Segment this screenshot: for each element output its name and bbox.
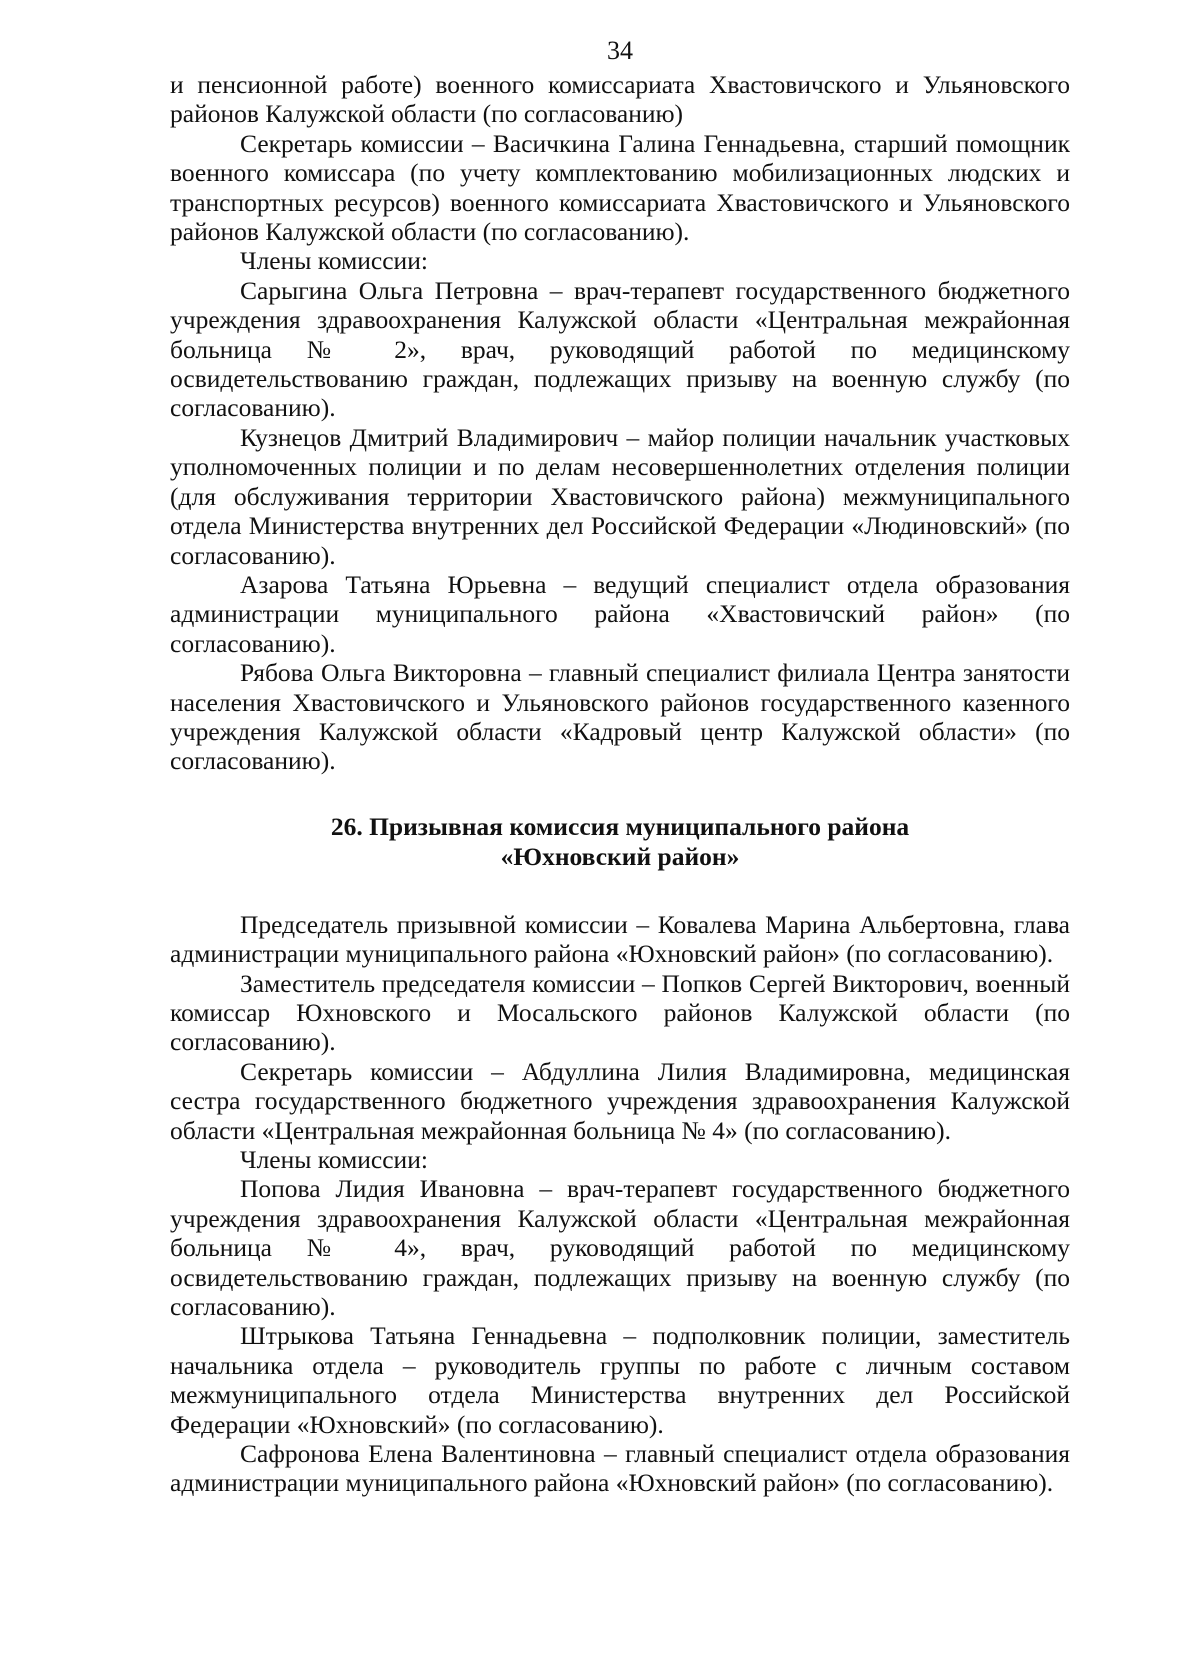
- paragraph-secretary: Секретарь комиссии – Абдуллина Лилия Владимировна, медицинская сестра государственного бюджетного учреждения здравоохранения Калужской области «Центральная межрайонная больница № 4» (по согласованию).: [170, 1056, 1070, 1145]
- section-title-line1: 26. Призывная комиссия муниципального района: [330, 811, 910, 841]
- section-title: [170, 812, 1070, 872]
- paragraph-member: Попова Лидия Ивановна – врач-терапевт государственного бюджетного учреждения здравоохранения Калужской области «Центральная межрайонная больница № 4», врач, руководящий работой по медицинскому освидетельствованию граждан, подлежащих призыву на военную службу (по согласованию).: [170, 1174, 1070, 1322]
- paragraph-secretary: Секретарь комиссии – Васичкина Галина Геннадьевна, старший помощник военного комиссара (по учету комплектованию мобилизационных людских и транспортных ресурсов) военного комиссариата Хвастовичского и Ульяновского районов Калужской области (по согласованию).: [170, 128, 1070, 247]
- document-page: [170, 36, 1070, 1498]
- paragraph-members-heading: Члены комиссии:: [240, 1145, 428, 1174]
- section-block: [170, 910, 1070, 1498]
- paragraph-member: Штрыкова Татьяна Геннадьевна – подполковник полиции, заместитель начальника отдела – руководитель группы по работе с личным составом межмуниципального отдела Министерства внутренних дел Российской Федерации «Юхновский» (по согласованию).: [170, 1321, 1070, 1439]
- section-title-line2: «Юхновский район»: [500, 841, 740, 871]
- paragraph-member: Сафронова Елена Валентиновна – главный специалист отдела образования администрации муниципального района «Юхновский район» (по согласованию).: [170, 1439, 1070, 1498]
- paragraph-member: Азарова Татьяна Юрьевна – ведущий специалист отдела образования администрации муниципального района «Хвастовичский район» (по согласованию).: [170, 569, 1070, 658]
- paragraph-members-heading: Члены комиссии:: [240, 246, 428, 276]
- intro-block: [170, 70, 1070, 776]
- paragraph-chairman: Председатель призывной комиссии – Ковалева Марина Альбертовна, глава администрации муниципального района «Юхновский район» (по согласованию).: [170, 909, 1070, 969]
- paragraph-deputy: Заместитель председателя комиссии – Попков Сергей Викторович, военный комиссар Юхновского и Мосальского районов Калужской области (по согласованию).: [170, 968, 1070, 1057]
- paragraph-member: Кузнецов Дмитрий Владимирович – майор полиции начальник участковых уполномоченных полиции и по делам несовершеннолетних отделения полиции (для обслуживания территории Хвастовичского района) межмуниципального отдела Министерства внутренних дел Российской Федерации «Людиновский» (по согласованию).: [170, 422, 1070, 570]
- paragraph-continuation: и пенсионной работе) военного комиссариата Хвастовичского и Ульяновского районов Калужской области (по согласованию): [170, 70, 1070, 129]
- paragraph-member: Рябова Ольга Викторовна – главный специалист филиала Центра занятости населения Хвастовичского и Ульяновского районов государственного казенного учреждения Калужской области «Кадровый центр Калужской области» (по согласованию).: [170, 658, 1070, 776]
- page-number: 34: [607, 36, 633, 65]
- paragraph-member: Сарыгина Ольга Петровна – врач-терапевт государственного бюджетного учреждения здравоохранения Калужской области «Центральная межрайонная больница № 2», врач, руководящий работой по медицинскому освидетельствованию граждан, подлежащих призыву на военную службу (по согласованию).: [170, 275, 1070, 423]
